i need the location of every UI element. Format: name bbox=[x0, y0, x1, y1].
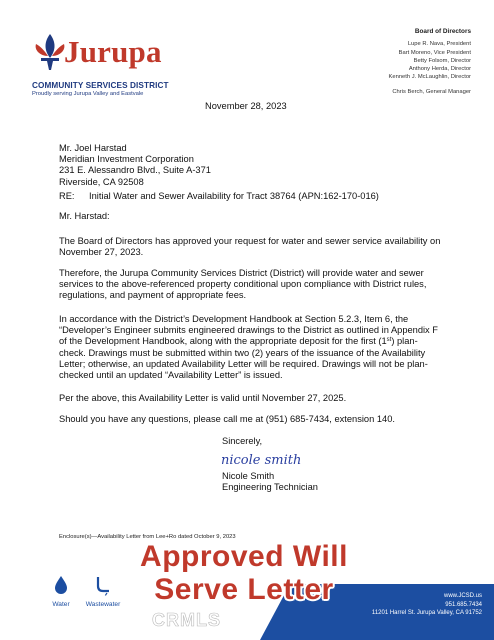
signer-name: Nicole Smith bbox=[222, 471, 275, 481]
recipient-line: Riverside, CA 92508 bbox=[59, 176, 144, 187]
ordinal-suffix: st bbox=[386, 337, 392, 344]
recipient-address bbox=[59, 143, 211, 188]
service-wastewater bbox=[78, 574, 128, 608]
district-name: COMMUNITY SERVICES DISTRICT bbox=[32, 81, 169, 90]
salutation: Mr. Harstad: bbox=[59, 211, 110, 221]
stamp-line: Serve Letter bbox=[154, 573, 334, 606]
paragraph: Should you have any questions, please call me at (951) 685-7434, extension 140. bbox=[59, 414, 395, 424]
subject-label: RE: bbox=[59, 191, 75, 201]
board-member: Betty Folsom, Director bbox=[413, 57, 471, 64]
board-member: Lupe R. Nava, President bbox=[407, 41, 471, 48]
jcsd-logo bbox=[30, 30, 190, 100]
footer-website: www.JCSD.us bbox=[443, 593, 482, 599]
service-label: Water bbox=[52, 601, 70, 608]
service-label: Wastewater bbox=[85, 601, 121, 608]
board-member: Anthony Herda, Director bbox=[408, 66, 471, 73]
signer-title: Engineering Technician bbox=[222, 482, 318, 493]
paragraph: The Board of Directors has approved your request for water and sewer service availability on November 27, 2023. bbox=[59, 236, 441, 258]
wastewater-icon bbox=[92, 574, 114, 596]
signer-block bbox=[222, 471, 318, 493]
handwritten-signature: nicole smith bbox=[221, 453, 302, 468]
board-member: Bart Moreno, Vice President bbox=[398, 49, 471, 56]
recipient-line: Meridian Investment Corporation bbox=[59, 154, 194, 165]
paragraph-text: ) plan-check. Drawings must be submitted within two (2) years of the issuance of the Availability Letter; otherwise, an updated Availability Letter will be required. Drawings will not be plan-checked until an updated “Availability Letter” is issued. bbox=[59, 336, 428, 381]
board-member: Kenneth J. McLaughlin, Director bbox=[388, 74, 471, 81]
board-of-directors bbox=[331, 28, 471, 96]
subject-line bbox=[59, 191, 379, 201]
stamp-line: Approved Will bbox=[140, 540, 348, 573]
enclosure-note: Enclosure(s)—Availability Letter from Lee+Ro dated October 9, 2023 bbox=[59, 534, 236, 540]
board-title: Board of Directors bbox=[414, 28, 471, 35]
letter-date: November 28, 2023 bbox=[205, 101, 287, 111]
logo-wordmark: Jurupa bbox=[64, 34, 162, 69]
closing: Sincerely, bbox=[222, 436, 263, 446]
paragraph: Therefore, the Jurupa Community Services District (District) will provide water and sewer services to the above-referenced property conditional upon compliance with District rules, regulations, and payment of appropriate fees. bbox=[59, 268, 427, 301]
paragraph bbox=[59, 314, 442, 381]
crmls-watermark: CRMLS bbox=[152, 610, 221, 630]
paragraph: Per the above, this Availability Letter is valid until November 27, 2025. bbox=[59, 393, 347, 403]
footer-address: 11201 Harrel St. Jurupa Valley, CA 91752 bbox=[371, 610, 482, 616]
water-drop-icon bbox=[50, 574, 72, 596]
general-manager: Chris Berch, General Manager bbox=[392, 88, 471, 95]
recipient-line: Mr. Joel Harstad bbox=[59, 143, 127, 153]
footer-phone: 951.685.7434 bbox=[445, 601, 482, 608]
recipient-line: 231 E. Alessandro Blvd., Suite A-371 bbox=[59, 165, 211, 176]
approved-stamp-overlay bbox=[128, 540, 360, 606]
footer-contact bbox=[372, 592, 482, 618]
paragraph-text: In accordance with the District’s Development Handbook at Section 5.2.3, Item 6, the “Developer’s Engineer submits engineered drawings to the District as outlined in Appendix F of the Development Handbook, along with the appropriate deposit for the first (1 bbox=[59, 314, 438, 347]
district-tagline: Proudly serving Jurupa Valley and Eastvale bbox=[32, 91, 144, 97]
subject-text: Initial Water and Sewer Availability for Tract 38764 (APN:162-170-016) bbox=[89, 191, 379, 201]
